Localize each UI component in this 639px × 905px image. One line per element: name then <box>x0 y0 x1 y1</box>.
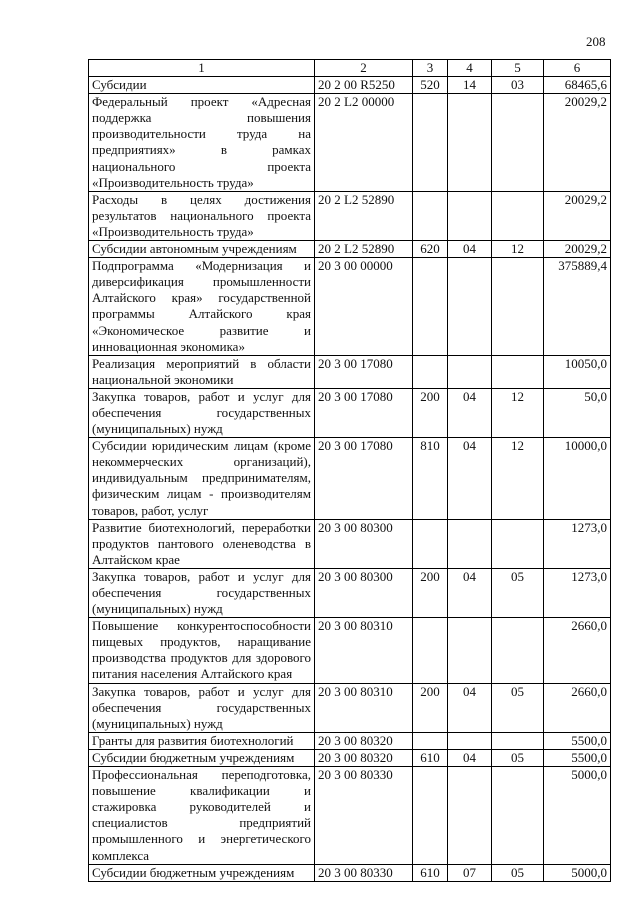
row-subsection: 12 <box>492 388 544 437</box>
table-row <box>89 388 611 437</box>
budget-table <box>88 59 611 882</box>
row-amount: 5500,0 <box>544 749 611 766</box>
row-section <box>448 618 492 683</box>
row-name: Развитие биотехнологий, переработки продуктов пантового оленеводства в Алтайском крае <box>89 519 315 568</box>
row-section: 04 <box>448 683 492 732</box>
row-code: 20 2 L2 52890 <box>315 191 413 240</box>
row-code: 20 3 00 80330 <box>315 864 413 881</box>
row-section: 07 <box>448 864 492 881</box>
table-row <box>89 438 611 519</box>
row-amount: 10000,0 <box>544 438 611 519</box>
row-section <box>448 258 492 356</box>
row-name: Повышение конкурентоспособности пищевых продуктов, наращивание производства продуктов для здорового питания населения Алтайского края <box>89 618 315 683</box>
table-row <box>89 241 611 258</box>
row-code: 20 3 00 80300 <box>315 519 413 568</box>
row-subsection: 05 <box>492 568 544 617</box>
row-section <box>448 767 492 865</box>
row-amount: 1273,0 <box>544 519 611 568</box>
row-subsection <box>492 94 544 192</box>
row-subsection: 05 <box>492 683 544 732</box>
row-expense-type <box>413 258 448 356</box>
row-name: Закупка товаров, работ и услуг для обеспечения государственных (муниципальных) нужд <box>89 683 315 732</box>
row-expense-type: 610 <box>413 749 448 766</box>
table-row <box>89 258 611 356</box>
row-subsection <box>492 618 544 683</box>
row-section: 04 <box>448 241 492 258</box>
row-subsection: 12 <box>492 438 544 519</box>
row-amount: 2660,0 <box>544 683 611 732</box>
row-expense-type: 520 <box>413 77 448 94</box>
row-amount: 10050,0 <box>544 355 611 388</box>
column-header: 1 <box>89 60 315 77</box>
table-row <box>89 749 611 766</box>
row-code: 20 3 00 80310 <box>315 683 413 732</box>
row-code: 20 2 00 R5250 <box>315 77 413 94</box>
row-section <box>448 355 492 388</box>
row-code: 20 3 00 80330 <box>315 767 413 865</box>
row-code: 20 3 00 80300 <box>315 568 413 617</box>
row-section: 04 <box>448 388 492 437</box>
row-subsection <box>492 767 544 865</box>
row-name: Субсидии юридическим лицам (кроме некоммерческих организаций), индивидуальным предпринимателям, физическим лицам - производителям товаров, работ, услуг <box>89 438 315 519</box>
row-amount: 5500,0 <box>544 732 611 749</box>
row-section: 04 <box>448 568 492 617</box>
row-name: Гранты для развития биотехнологий <box>89 732 315 749</box>
table-row <box>89 732 611 749</box>
row-expense-type: 610 <box>413 864 448 881</box>
row-code: 20 2 L2 00000 <box>315 94 413 192</box>
row-expense-type <box>413 94 448 192</box>
row-name: Субсидии бюджетным учреждениям <box>89 864 315 881</box>
row-code: 20 3 00 17080 <box>315 388 413 437</box>
table-row <box>89 683 611 732</box>
table-row <box>89 191 611 240</box>
row-expense-type <box>413 767 448 865</box>
row-expense-type <box>413 355 448 388</box>
column-header: 2 <box>315 60 413 77</box>
row-subsection <box>492 258 544 356</box>
table-row <box>89 519 611 568</box>
row-name: Расходы в целях достижения результатов национального проекта «Производительность труда» <box>89 191 315 240</box>
row-name: Субсидии автономным учреждениям <box>89 241 315 258</box>
row-subsection <box>492 191 544 240</box>
row-subsection: 12 <box>492 241 544 258</box>
page-number: 208 <box>586 34 606 49</box>
row-section: 04 <box>448 438 492 519</box>
row-name: Субсидии <box>89 77 315 94</box>
row-code: 20 3 00 00000 <box>315 258 413 356</box>
table-body <box>89 77 611 882</box>
row-expense-type: 620 <box>413 241 448 258</box>
row-section <box>448 519 492 568</box>
row-subsection <box>492 519 544 568</box>
row-amount: 2660,0 <box>544 618 611 683</box>
row-amount: 5000,0 <box>544 864 611 881</box>
row-section <box>448 732 492 749</box>
row-name: Закупка товаров, работ и услуг для обеспечения государственных (муниципальных) нужд <box>89 388 315 437</box>
table-row <box>89 77 611 94</box>
table-row <box>89 94 611 192</box>
row-code: 20 3 00 80320 <box>315 732 413 749</box>
row-amount: 1273,0 <box>544 568 611 617</box>
row-amount: 50,0 <box>544 388 611 437</box>
column-header: 4 <box>448 60 492 77</box>
table-row <box>89 355 611 388</box>
table-row <box>89 568 611 617</box>
row-subsection <box>492 732 544 749</box>
row-name: Профессиональная переподготовка, повышение квалификации и стажировка руководителей и специалистов предприятий промышленного и энергетического комплекса <box>89 767 315 865</box>
row-expense-type <box>413 519 448 568</box>
row-expense-type <box>413 191 448 240</box>
row-expense-type <box>413 732 448 749</box>
row-amount: 5000,0 <box>544 767 611 865</box>
row-amount: 20029,2 <box>544 94 611 192</box>
row-section <box>448 191 492 240</box>
table-row <box>89 864 611 881</box>
row-name: Реализация мероприятий в области национальной экономики <box>89 355 315 388</box>
row-code: 20 3 00 80320 <box>315 749 413 766</box>
column-header: 5 <box>492 60 544 77</box>
row-subsection: 05 <box>492 864 544 881</box>
row-expense-type: 200 <box>413 568 448 617</box>
row-amount: 68465,6 <box>544 77 611 94</box>
row-expense-type: 200 <box>413 683 448 732</box>
table-row <box>89 767 611 865</box>
row-subsection: 03 <box>492 77 544 94</box>
row-amount: 375889,4 <box>544 258 611 356</box>
row-expense-type: 200 <box>413 388 448 437</box>
row-section: 14 <box>448 77 492 94</box>
column-header: 6 <box>544 60 611 77</box>
row-expense-type: 810 <box>413 438 448 519</box>
row-name: Федеральный проект «Адресная поддержка повышения производительности труда на предприятиях» в рамках национального проекта «Производительность труда» <box>89 94 315 192</box>
row-expense-type <box>413 618 448 683</box>
row-subsection <box>492 355 544 388</box>
row-code: 20 3 00 80310 <box>315 618 413 683</box>
row-section <box>448 94 492 192</box>
table-header-row <box>89 60 611 77</box>
column-header: 3 <box>413 60 448 77</box>
row-code: 20 3 00 17080 <box>315 355 413 388</box>
row-amount: 20029,2 <box>544 241 611 258</box>
row-name: Закупка товаров, работ и услуг для обеспечения государственных (муниципальных) нужд <box>89 568 315 617</box>
table-row <box>89 618 611 683</box>
row-code: 20 2 L2 52890 <box>315 241 413 258</box>
row-section: 04 <box>448 749 492 766</box>
row-name: Субсидии бюджетным учреждениям <box>89 749 315 766</box>
row-code: 20 3 00 17080 <box>315 438 413 519</box>
row-amount: 20029,2 <box>544 191 611 240</box>
row-subsection: 05 <box>492 749 544 766</box>
row-name: Подпрограмма «Модернизация и диверсификация промышленности Алтайского края» государственной программы Алтайского края «Экономическое развитие и инновационная экономика» <box>89 258 315 356</box>
